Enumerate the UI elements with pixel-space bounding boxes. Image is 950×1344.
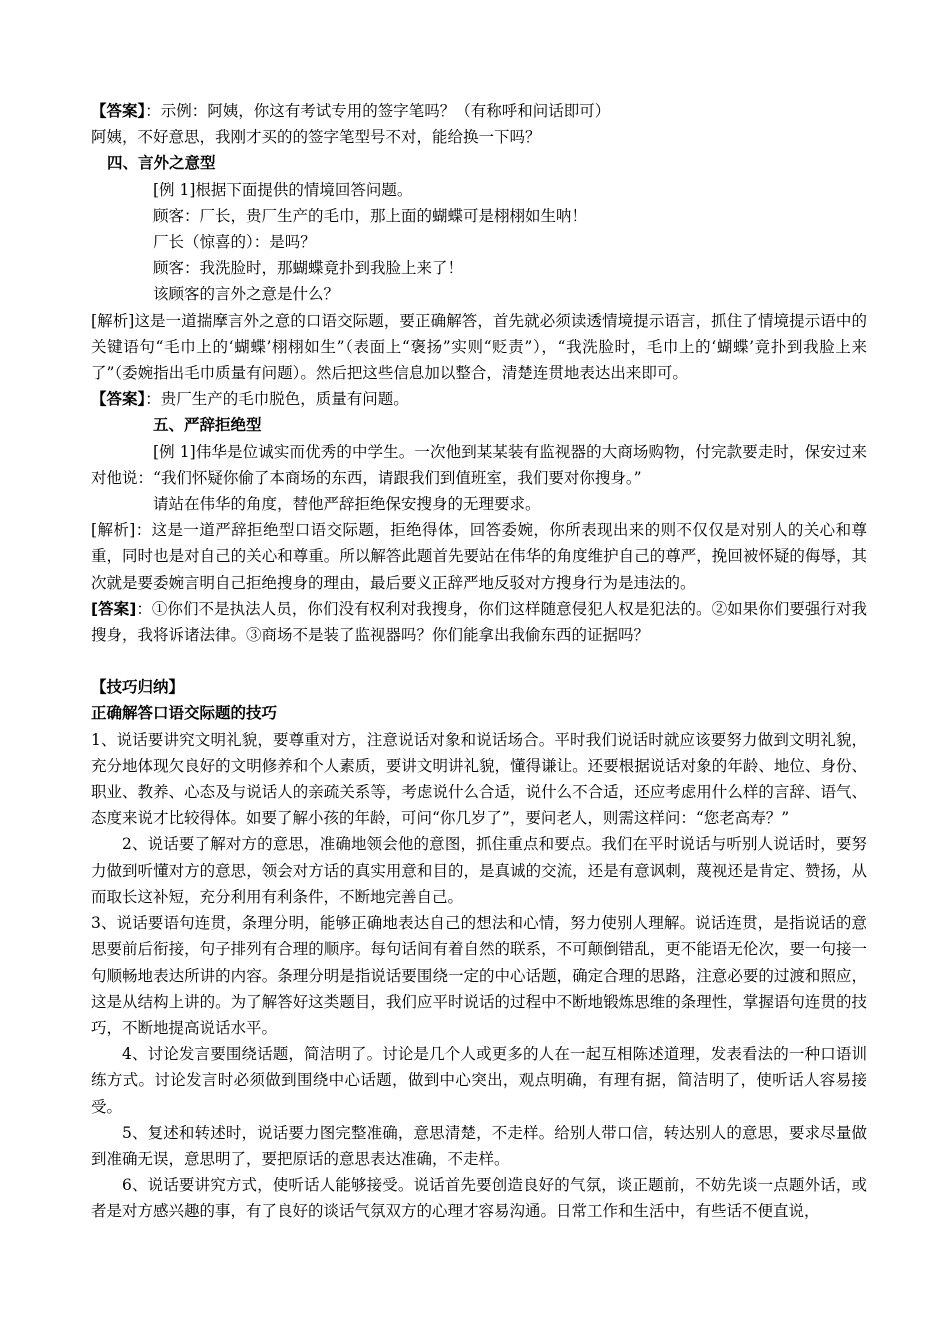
dialogue-line: 厂长（惊喜的）：是吗？ [153,233,316,252]
answer-paragraph: [答案]：①你们不是执法人员，你们没有权利对我搜身，你们这样随意侵犯人权是犯法的。②如果你们要强行对我搜身，我将诉诸法律。③商场不是装了监视器吗？你们能拿出我偷东西的证据吗？ [91,599,867,645]
analysis-paragraph: [解析]：这是一道严辞拒绝型口语交际题，拒绝得体，回答委婉，你所表现出来的则不仅仅是对别人的关心和尊重，同时也是对自己的关心和尊重。所以解答此题首先要站在伟华的角度维护自己的尊严，挽回被怀疑的侮辱，其次就是要委婉言明自己拒绝搜身的理由，最后要义正辞严地反驳对方搜身行为是违法的。 [91,521,867,592]
section-heading-5: 五、严辞拒绝型 [153,416,262,435]
section-heading-4: 四、言外之意型 [107,154,216,173]
answer-line: 【答案】：示例：阿姨，你这有考试专用的签字笔吗？（有称呼和问话即可） [91,102,611,120]
skill-paragraph-4: 4、讨论发言要围绕话题，简洁明了。讨论是几个人或更多的人在一起互相陈述道理，发表看法的一种口语训练方式。讨论发言时必须做到围绕中心话题，做到中心突出，观点明确，有理有据，简洁明了，使听话人容易接受。 [91,1045,867,1116]
dialogue-line: 顾客：厂长，贵厂生产的毛巾，那上面的蝴蝶可是栩栩如生呐！ [153,206,588,225]
answer-line: 【答案】：贵厂生产的毛巾脱色，质量有问题。 [91,390,409,409]
skill-paragraph-5: 5、复述和转述时，说话要力图完整准确，意思清楚，不走样。给别人带口信，转达别人的意思，要求尽量做到准确无误，意思明了，要把原话的意思表达准确，不走样。 [91,1123,867,1168]
spacer [91,648,867,674]
skill-paragraph-1: 1、说话要讲究文明礼貌，要尊重对方，注意说话对象和说话场合。平时我们说话时就应该要努力做到文明礼貌，充分地体现欠良好的文明修养和个人素质，要讲文明讲礼貌，懂得谦让。还要根据说话对象的年龄、地位、身份、职业、教养、心态及与说话人的亲疏关系等，考虑说什么合适，说什么不合适，还应考虑用什么样的言辞、语气、态度来说才比较得体。如要了解小孩的年龄，可问“你几岁了”，要问老人，则需这样问：“您老高寿？” [91,730,867,828]
document-page [91,98,867,1225]
skills-heading: 【技巧归纳】 [91,678,185,697]
question-line: 该顾客的言外之意是什么？ [153,285,340,304]
answer-continuation: 阿姨，不好意思，我刚才买的的签字笔型号不对，能给换一下吗？ [91,128,541,147]
skill-paragraph-6: 6、说话要讲究方式，使听话人能够接受。说话首先要创造良好的气氛，谈正题前，不妨先谈一点题外话，或者是对方感兴趣的事，有了良好的谈话气氛双方的心理才容易沟通。日常工作和生活中，有些话不便直说， [91,1176,867,1221]
skill-paragraph-2: 2、说话要了解对方的意思，准确地领会他的意图，抓住重点和要点。我们在平时说话与听别人说话时，要努力做到听懂对方的意思，领会对方话的真实用意和目的，是真诚的交流，还是有意讽刺，蔑视还是肯定、赞扬，从而取长这补短，充分利用有利条件，不断地完善自己。 [91,835,867,906]
skill-paragraph-3: 3、说话要语句连贯，条理分明，能够正确地表达自己的想法和心情，努力使别人理解。说话连贯，是指说话的意思要前后衔接，句子排列有合理的顺序。每句话间有着自然的联系，不可颠倒错乱，更不能语无伦次，要一句接一句顺畅地表达所讲的内容。条理分明是指说话要围绕一定的中心话题，确定合理的思路，注意必要的过渡和照应，这是从结构上讲的。为了解答好这类题目，我们应平时说话的过程中不断地锻炼思维的条理性，掌握语句连贯的技巧，不断地提高说话水平。 [91,914,867,1037]
answer-label: 【答案】 [91,102,146,120]
analysis-paragraph: [解析]这是一道揣摩言外之意的口语交际题，要正确解答，首先就必须读透情境提示语言，抓住了情境提示语中的关键语句“毛巾上的‘蝴蝶’栩栩如生”（表面上“褒扬”实则“贬责”），“我洗脸时，毛巾上的‘蝴蝶’竟扑到我脸上来了”（委婉指出毛巾质量有问题）。然后把这些信息加以整合，清楚连贯地表达出来即可。 [91,311,867,383]
dialogue-line: 顾客：我洗脸时，那蝴蝶竟扑到我脸上来了！ [153,259,464,278]
example-line: [例 1]根据下面提供的情境回答问题。 [153,180,413,199]
example-paragraph: [例 1]伟华是位诚实而优秀的中学生。一次他到某某装有监视器的大商场购物，付完款要走时，保安过来对他说：“我们怀疑你偷了本商场的东西，请跟我们到值班室，我们要对你搜身。” [91,442,867,487]
prompt-line: 请站在伟华的角度，替他严辞拒绝保安搜身的无理要求。 [153,495,541,514]
skills-subheading: 正确解答口语交际题的技巧 [91,704,278,723]
